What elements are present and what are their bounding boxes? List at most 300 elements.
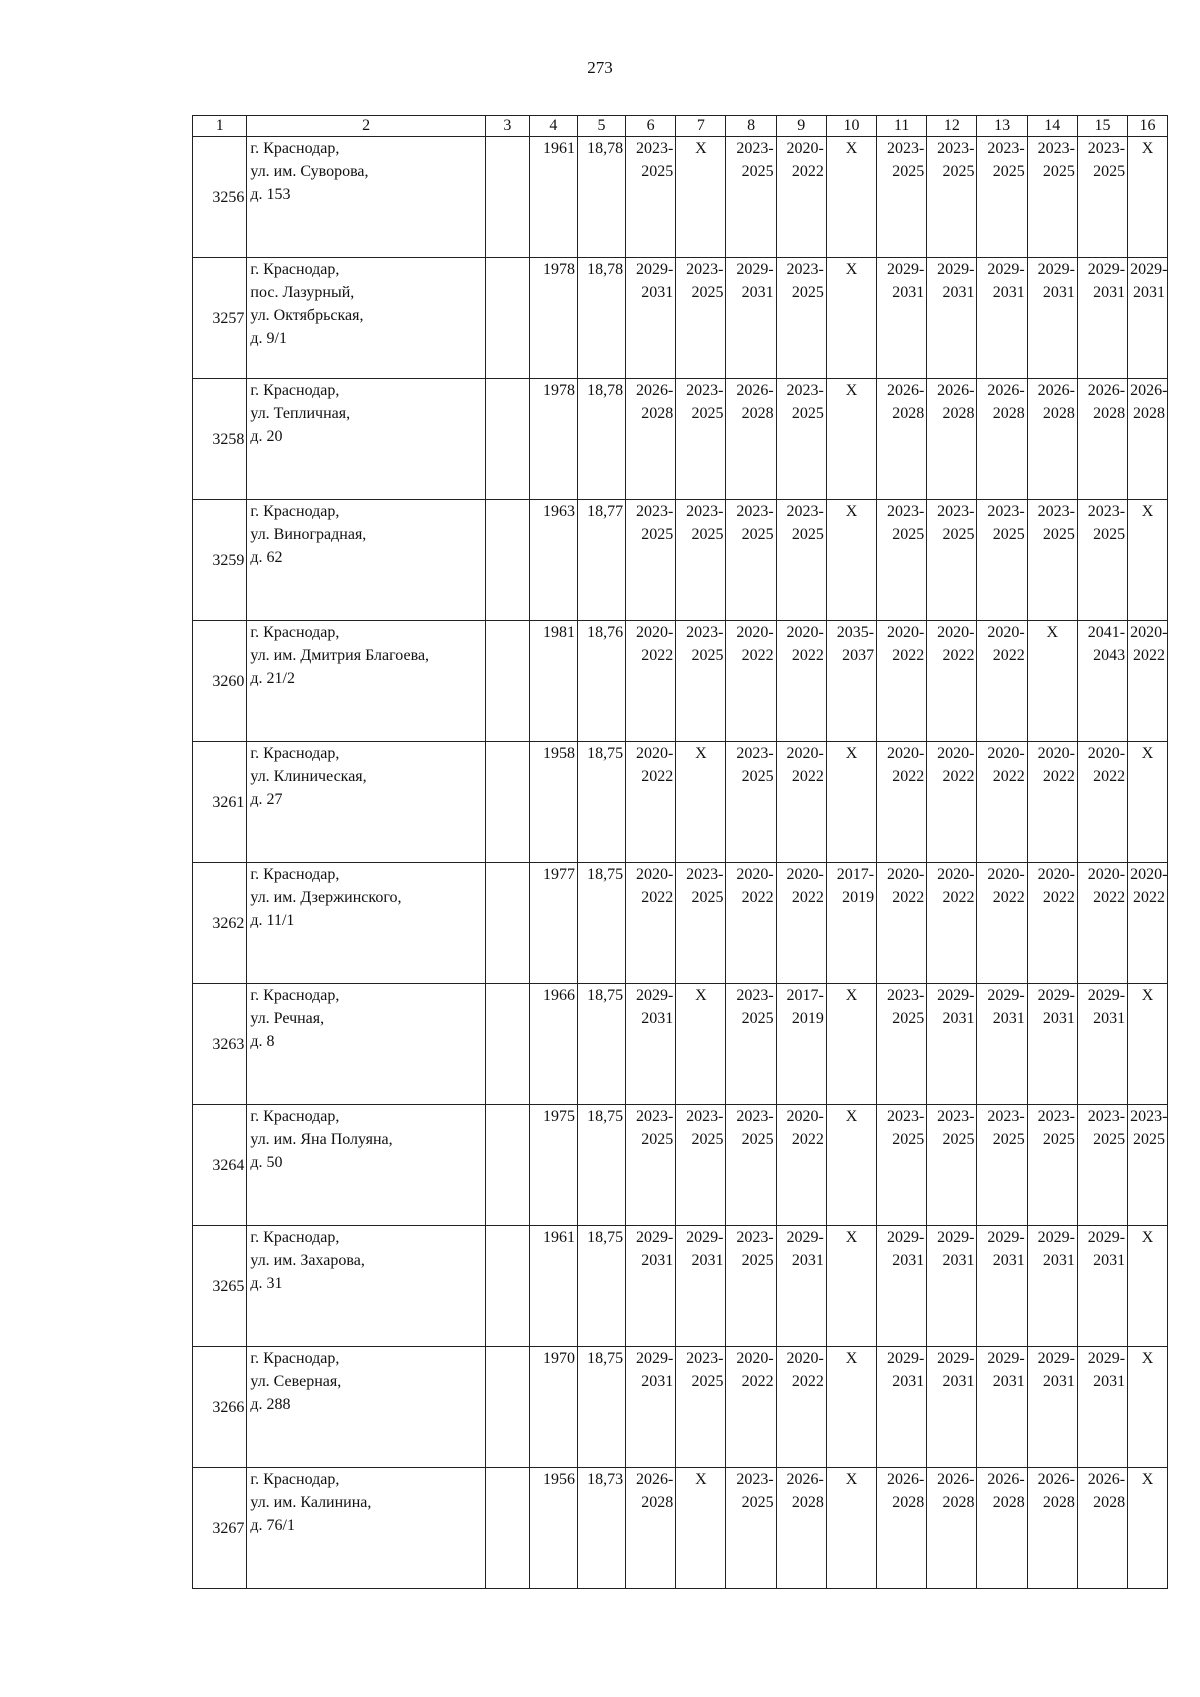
period-line: 2023- xyxy=(937,503,975,520)
period-cell xyxy=(1027,621,1077,742)
column-3-cell xyxy=(485,742,529,863)
period-line: 2023- xyxy=(686,382,724,399)
address-line: ул. им. Дмитрия Благоева, xyxy=(250,647,430,664)
period-cell xyxy=(626,500,676,621)
not-applicable-mark: X xyxy=(695,1471,707,1488)
period-line: 2022 xyxy=(791,1131,824,1148)
period-line: 2028 xyxy=(1042,405,1075,422)
not-applicable-mark: X xyxy=(845,382,858,399)
period-cell xyxy=(877,500,927,621)
housing-table xyxy=(192,115,1168,1589)
period-cell xyxy=(676,742,726,863)
period-line: 2020- xyxy=(786,1350,824,1367)
period-line: 2025 xyxy=(641,163,674,180)
period-cell xyxy=(626,137,676,258)
value-cell: 18,75 xyxy=(577,984,625,1105)
period-line: 2023- xyxy=(886,987,925,1004)
period-line: 2022 xyxy=(992,889,1025,906)
address-line: г. Краснодар, xyxy=(250,1350,340,1367)
period-line: 2022 xyxy=(791,647,824,664)
not-applicable-mark: X xyxy=(845,261,858,278)
period-line: 2031 xyxy=(992,1373,1025,1390)
period-line: 2020- xyxy=(635,624,674,641)
period-line: 2028 xyxy=(992,1494,1025,1511)
period-cell xyxy=(626,1468,676,1589)
period-line: 2022 xyxy=(1133,889,1165,906)
period-line: 2031 xyxy=(741,284,774,301)
period-line: 2023- xyxy=(1037,503,1075,520)
period-line: 2031 xyxy=(1093,1373,1126,1390)
period-line: 2022 xyxy=(791,768,824,785)
period-line: 2025 xyxy=(992,163,1025,180)
period-line: 2023- xyxy=(886,503,925,520)
row-number: 3267 xyxy=(193,1468,247,1589)
period-line: 2023- xyxy=(937,140,975,157)
address-line: д. 27 xyxy=(250,791,283,808)
period-cell xyxy=(826,742,876,863)
period-line: 2019 xyxy=(842,889,875,906)
table-row xyxy=(193,1468,1168,1589)
year-cell: 1978 xyxy=(529,258,577,379)
period-line: 2022 xyxy=(641,889,674,906)
period-line: 2025 xyxy=(741,1252,774,1269)
period-cell xyxy=(776,1347,826,1468)
period-cell xyxy=(1027,1347,1077,1468)
period-cell xyxy=(1077,258,1127,379)
period-cell xyxy=(1027,258,1077,379)
column-3-cell xyxy=(485,1468,529,1589)
period-line: 2025 xyxy=(1093,526,1126,543)
period-cell xyxy=(977,1105,1027,1226)
period-line: 2031 xyxy=(992,284,1025,301)
period-line: 2022 xyxy=(641,647,674,664)
year-cell: 1963 xyxy=(529,500,577,621)
period-line: 2025 xyxy=(1042,1131,1075,1148)
period-cell xyxy=(977,258,1027,379)
table-row xyxy=(193,984,1168,1105)
period-line: 2028 xyxy=(1093,405,1126,422)
period-line: 2023- xyxy=(635,503,674,520)
value-cell: 18,77 xyxy=(577,500,625,621)
period-line: 2029- xyxy=(1037,261,1075,278)
period-line: 2031 xyxy=(892,284,925,301)
period-line: 2025 xyxy=(741,163,774,180)
period-line: 2025 xyxy=(691,1373,724,1390)
period-cell xyxy=(927,1468,977,1589)
address-line: д. 50 xyxy=(250,1154,283,1171)
period-cell xyxy=(1077,379,1127,500)
address-line: ул. Виноградная, xyxy=(250,526,367,543)
period-cell xyxy=(826,984,876,1105)
period-cell xyxy=(776,1468,826,1589)
period-cell xyxy=(626,984,676,1105)
not-applicable-mark: X xyxy=(695,745,707,762)
address-cell xyxy=(247,1347,486,1468)
period-cell xyxy=(927,1226,977,1347)
period-line: 2022 xyxy=(741,647,774,664)
period-line: 2029- xyxy=(1037,1350,1075,1367)
period-line: 2025 xyxy=(641,1131,674,1148)
period-cell xyxy=(676,621,726,742)
period-line: 2023- xyxy=(786,382,824,399)
table-row xyxy=(193,137,1168,258)
not-applicable-mark: X xyxy=(845,1350,858,1367)
period-cell xyxy=(1077,500,1127,621)
period-line: 2031 xyxy=(1093,284,1126,301)
period-cell xyxy=(877,379,927,500)
period-cell xyxy=(1128,1468,1168,1589)
column-header: 14 xyxy=(1027,116,1077,137)
period-cell xyxy=(1128,258,1168,379)
address-line: г. Краснодар, xyxy=(250,503,340,520)
period-cell xyxy=(726,863,776,984)
period-line: 2022 xyxy=(1042,889,1075,906)
period-cell xyxy=(1128,742,1168,863)
period-line: 2043 xyxy=(1093,647,1126,664)
period-line: 2022 xyxy=(892,889,925,906)
period-line: 2023- xyxy=(1087,1108,1126,1125)
column-header: 7 xyxy=(676,116,726,137)
period-line: 2031 xyxy=(641,1252,674,1269)
period-line: 2025 xyxy=(892,1131,925,1148)
address-line: д. 288 xyxy=(250,1396,291,1413)
address-line: пос. Лазурный, xyxy=(250,284,355,301)
period-cell xyxy=(877,1347,927,1468)
period-line: 2023- xyxy=(736,1229,774,1246)
period-line: 2031 xyxy=(942,284,975,301)
period-cell xyxy=(1027,742,1077,863)
address-line: ул. Северная, xyxy=(250,1373,342,1390)
period-cell xyxy=(776,500,826,621)
period-cell xyxy=(877,1105,927,1226)
column-header: 3 xyxy=(485,116,529,137)
period-line: 2026- xyxy=(1130,382,1168,399)
period-line: 2022 xyxy=(942,889,975,906)
period-line: 2026- xyxy=(886,382,925,399)
period-cell xyxy=(776,742,826,863)
period-line: 2020- xyxy=(786,866,824,883)
not-applicable-mark: X xyxy=(845,140,858,157)
period-line: 2025 xyxy=(741,1494,774,1511)
period-cell xyxy=(877,137,927,258)
period-line: 2022 xyxy=(741,889,774,906)
table-row xyxy=(193,1347,1168,1468)
period-cell xyxy=(1027,379,1077,500)
period-cell xyxy=(776,1105,826,1226)
column-header: 8 xyxy=(726,116,776,137)
period-cell xyxy=(1128,1347,1168,1468)
period-cell xyxy=(726,984,776,1105)
period-cell xyxy=(1027,1105,1077,1226)
address-line: д. 76/1 xyxy=(250,1517,295,1534)
address-cell xyxy=(247,379,486,500)
column-header: 6 xyxy=(626,116,676,137)
row-number: 3256 xyxy=(193,137,247,258)
period-cell xyxy=(877,1468,927,1589)
period-line: 2025 xyxy=(942,526,975,543)
period-cell xyxy=(1027,984,1077,1105)
period-cell xyxy=(676,1468,726,1589)
period-line: 2029- xyxy=(635,1350,674,1367)
address-line: г. Краснодар, xyxy=(250,987,340,1004)
value-cell: 18,75 xyxy=(577,742,625,863)
not-applicable-mark: X xyxy=(1141,745,1154,762)
period-cell xyxy=(626,1226,676,1347)
period-line: 2029- xyxy=(987,1350,1025,1367)
address-line: ул. им. Дзержинского, xyxy=(250,889,402,906)
address-cell xyxy=(247,1226,486,1347)
period-cell xyxy=(927,863,977,984)
column-header: 4 xyxy=(529,116,577,137)
period-cell xyxy=(676,1226,726,1347)
period-line: 2023- xyxy=(786,503,824,520)
period-cell xyxy=(676,863,726,984)
period-cell xyxy=(1128,863,1168,984)
period-line: 2031 xyxy=(892,1373,925,1390)
period-line: 2020- xyxy=(786,1108,824,1125)
row-number: 3261 xyxy=(193,742,247,863)
period-cell xyxy=(927,984,977,1105)
period-cell xyxy=(826,137,876,258)
period-line: 2026- xyxy=(1037,1471,1075,1488)
address-cell xyxy=(247,742,486,863)
address-line: г. Краснодар, xyxy=(250,261,340,278)
period-cell xyxy=(826,1347,876,1468)
period-cell xyxy=(977,1468,1027,1589)
period-line: 2020- xyxy=(736,1350,774,1367)
period-line: 2023- xyxy=(736,140,774,157)
column-3-cell xyxy=(485,863,529,984)
page-number: 273 xyxy=(587,58,613,77)
period-line: 2022 xyxy=(892,768,925,785)
value-cell: 18,76 xyxy=(577,621,625,742)
period-line: 2025 xyxy=(892,1010,925,1027)
period-line: 2023- xyxy=(786,261,824,278)
period-cell xyxy=(977,742,1027,863)
period-line: 2025 xyxy=(1042,163,1075,180)
period-line: 2029- xyxy=(937,1350,975,1367)
period-cell xyxy=(1077,1226,1127,1347)
address-line: ул. Октябрьская, xyxy=(250,307,364,324)
period-line: 2020- xyxy=(937,745,975,762)
address-cell xyxy=(247,500,486,621)
period-line: 2025 xyxy=(942,163,975,180)
period-cell xyxy=(877,258,927,379)
period-line: 2031 xyxy=(1093,1010,1126,1027)
period-cell xyxy=(977,621,1027,742)
period-cell xyxy=(977,863,1027,984)
period-line: 2029- xyxy=(786,1229,824,1246)
period-cell xyxy=(1077,1347,1127,1468)
period-line: 2022 xyxy=(1093,889,1126,906)
period-line: 2025 xyxy=(992,1131,1025,1148)
not-applicable-mark: X xyxy=(1141,503,1154,520)
year-cell: 1956 xyxy=(529,1468,577,1589)
period-cell xyxy=(977,379,1027,500)
period-line: 2029- xyxy=(886,1350,925,1367)
table-row xyxy=(193,258,1168,379)
period-line: 2025 xyxy=(691,526,724,543)
period-line: 2031 xyxy=(892,1252,925,1269)
period-cell xyxy=(726,500,776,621)
period-line: 2025 xyxy=(741,526,774,543)
period-cell xyxy=(877,863,927,984)
period-line: 2022 xyxy=(791,1373,824,1390)
period-line: 2023- xyxy=(987,1108,1025,1125)
period-line: 2025 xyxy=(691,1131,724,1148)
period-line: 2023- xyxy=(736,745,774,762)
period-line: 2022 xyxy=(942,768,975,785)
period-line: 2023- xyxy=(686,866,724,883)
period-line: 2029- xyxy=(937,1229,975,1246)
period-line: 2022 xyxy=(992,647,1025,664)
period-line: 2031 xyxy=(1042,284,1075,301)
table-row xyxy=(193,1105,1168,1226)
period-cell xyxy=(826,258,876,379)
address-line: ул. Речная, xyxy=(250,1010,325,1027)
column-3-cell xyxy=(485,1347,529,1468)
period-cell xyxy=(1077,742,1127,863)
period-cell xyxy=(927,742,977,863)
period-line: 2020- xyxy=(987,745,1025,762)
period-cell xyxy=(826,1105,876,1226)
not-applicable-mark: X xyxy=(1141,1350,1154,1367)
period-cell xyxy=(1077,621,1127,742)
period-line: 2025 xyxy=(892,526,925,543)
value-cell: 18,75 xyxy=(577,1226,625,1347)
period-line: 2023- xyxy=(635,1108,674,1125)
period-line: 2025 xyxy=(691,405,724,422)
column-3-cell xyxy=(485,621,529,742)
not-applicable-mark: X xyxy=(845,1229,858,1246)
period-line: 2020- xyxy=(786,624,824,641)
table-row xyxy=(193,621,1168,742)
period-cell xyxy=(626,1347,676,1468)
period-line: 2025 xyxy=(691,284,724,301)
period-cell xyxy=(626,1105,676,1226)
period-line: 2031 xyxy=(641,284,674,301)
table-row xyxy=(193,500,1168,621)
address-cell xyxy=(247,984,486,1105)
value-cell: 18,78 xyxy=(577,258,625,379)
period-line: 2025 xyxy=(1093,1131,1126,1148)
period-cell xyxy=(826,1468,876,1589)
period-line: 2022 xyxy=(892,647,925,664)
period-cell xyxy=(626,863,676,984)
column-3-cell xyxy=(485,1226,529,1347)
period-line: 2029- xyxy=(886,1229,925,1246)
period-line: 2025 xyxy=(741,1010,774,1027)
period-line: 2031 xyxy=(1133,284,1165,301)
period-cell xyxy=(626,742,676,863)
address-line: д. 8 xyxy=(250,1033,275,1050)
column-header: 13 xyxy=(977,116,1027,137)
period-line: 2022 xyxy=(1093,768,1126,785)
period-line: 2020- xyxy=(937,866,975,883)
period-line: 2020- xyxy=(987,624,1025,641)
row-number: 3266 xyxy=(193,1347,247,1468)
address-line: г. Краснодар, xyxy=(250,382,340,399)
period-line: 2028 xyxy=(741,405,774,422)
period-line: 2023- xyxy=(1037,140,1075,157)
table-row xyxy=(193,742,1168,863)
period-line: 2028 xyxy=(942,405,975,422)
period-line: 2031 xyxy=(1042,1252,1075,1269)
period-line: 2023- xyxy=(937,1108,975,1125)
not-applicable-mark: X xyxy=(845,1471,858,1488)
column-header: 10 xyxy=(826,116,876,137)
address-line: г. Краснодар, xyxy=(250,1108,340,1125)
period-cell xyxy=(726,258,776,379)
address-line: ул. им. Калинина, xyxy=(250,1494,372,1511)
period-line: 2020- xyxy=(1130,624,1168,641)
period-line: 2023- xyxy=(736,503,774,520)
period-line: 2029- xyxy=(635,987,674,1004)
period-line: 2020- xyxy=(1087,745,1126,762)
table-body xyxy=(193,116,1168,1589)
address-line: д. 153 xyxy=(250,186,291,203)
period-cell xyxy=(676,258,726,379)
period-line: 2026- xyxy=(635,1471,674,1488)
year-cell: 1961 xyxy=(529,1226,577,1347)
period-line: 2028 xyxy=(1093,1494,1126,1511)
period-line: 2026- xyxy=(1087,382,1126,399)
period-cell xyxy=(927,500,977,621)
period-cell xyxy=(1077,984,1127,1105)
address-line: г. Краснодар, xyxy=(250,866,340,883)
column-3-cell xyxy=(485,258,529,379)
column-header: 11 xyxy=(877,116,927,137)
column-3-cell xyxy=(485,500,529,621)
period-cell xyxy=(877,621,927,742)
period-line: 2031 xyxy=(992,1010,1025,1027)
period-line: 2031 xyxy=(641,1010,674,1027)
period-cell xyxy=(776,137,826,258)
period-cell xyxy=(826,1226,876,1347)
period-cell xyxy=(977,1347,1027,1468)
period-cell xyxy=(1027,137,1077,258)
value-cell: 18,78 xyxy=(577,137,625,258)
year-cell: 1981 xyxy=(529,621,577,742)
period-line: 2020- xyxy=(886,866,925,883)
period-line: 2025 xyxy=(791,405,824,422)
period-line: 2031 xyxy=(942,1373,975,1390)
column-header: 16 xyxy=(1128,116,1168,137)
period-cell xyxy=(1128,1226,1168,1347)
period-cell xyxy=(676,500,726,621)
period-cell xyxy=(826,863,876,984)
table-row xyxy=(193,379,1168,500)
row-number: 3260 xyxy=(193,621,247,742)
period-line: 2026- xyxy=(937,1471,975,1488)
period-line: 2023- xyxy=(1037,1108,1075,1125)
period-cell xyxy=(877,984,927,1105)
period-line: 2022 xyxy=(942,647,975,664)
row-number: 3263 xyxy=(193,984,247,1105)
not-applicable-mark: X xyxy=(1141,1229,1154,1246)
period-cell xyxy=(1128,379,1168,500)
period-cell xyxy=(877,1226,927,1347)
period-line: 2025 xyxy=(892,163,925,180)
not-applicable-mark: X xyxy=(845,987,858,1004)
period-line: 2025 xyxy=(641,526,674,543)
address-line: д. 20 xyxy=(250,428,283,445)
period-line: 2020- xyxy=(736,866,774,883)
not-applicable-mark: X xyxy=(1141,1471,1154,1488)
period-line: 2022 xyxy=(791,163,824,180)
row-number: 3265 xyxy=(193,1226,247,1347)
period-line: 2023- xyxy=(736,1108,774,1125)
